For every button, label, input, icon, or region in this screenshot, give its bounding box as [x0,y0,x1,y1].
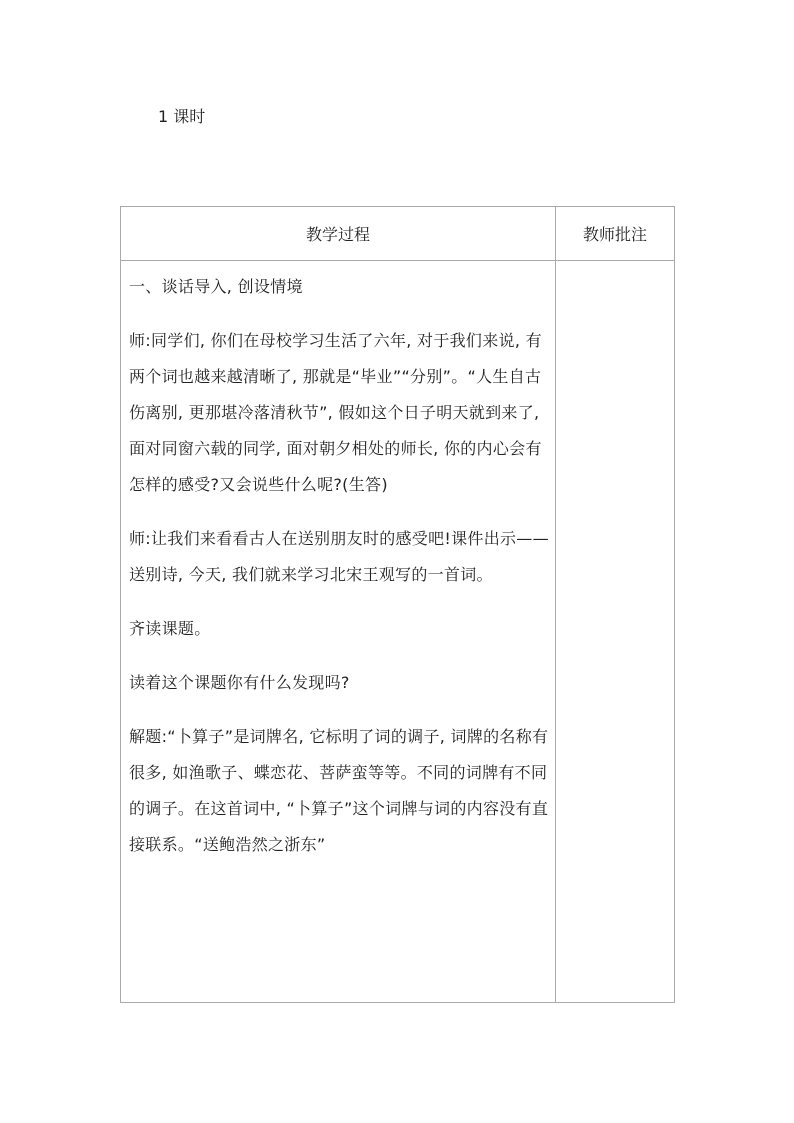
lesson-count: 1 课时 [158,107,206,126]
paragraph: 师:让我们来看看古人在送别朋友时的感受吧!课件出示——送别诗, 今天, 我们就来学习北宋王观写的一首词。 [129,529,549,584]
paragraph: 师:同学们, 你们在母校学习生活了六年, 对于我们来说, 有两个词也越来越清晰了, 那就是“毕业”“分别”。“人生自古伤离别, 更那堪冷落清秋节”, 假如这个日子明天就到来了, 面对同窗六载的同学, 面对朝夕相处的师长, 你的内心会有怎样的感受?又会说些什么呢?(生答) [129,331,542,494]
paragraph: 解题:“卜算子”是词牌名, 它标明了词的调子, 词牌的名称有很多, 如渔歌子、蝶恋花、菩萨蛮等等。不同的词牌有不同的调子。在这首词中, “卜算子”这个词牌与词的内容没有直接联系。“送鲍浩然之浙东” [129,727,549,854]
paragraph: 读着这个课题你有什么发现吗? [129,673,350,692]
column-header-notes: 教师批注 [556,207,675,261]
lesson-plan-table [120,206,675,1003]
table-header-row [121,207,675,261]
table-row [121,261,675,1003]
process-cell [121,261,556,1003]
teacher-notes-cell [556,261,675,1003]
paragraph: 齐读课题。 [129,619,211,638]
section-heading: 一、谈话导入, 创设情境 [129,277,303,296]
column-header-process: 教学过程 [121,207,556,261]
